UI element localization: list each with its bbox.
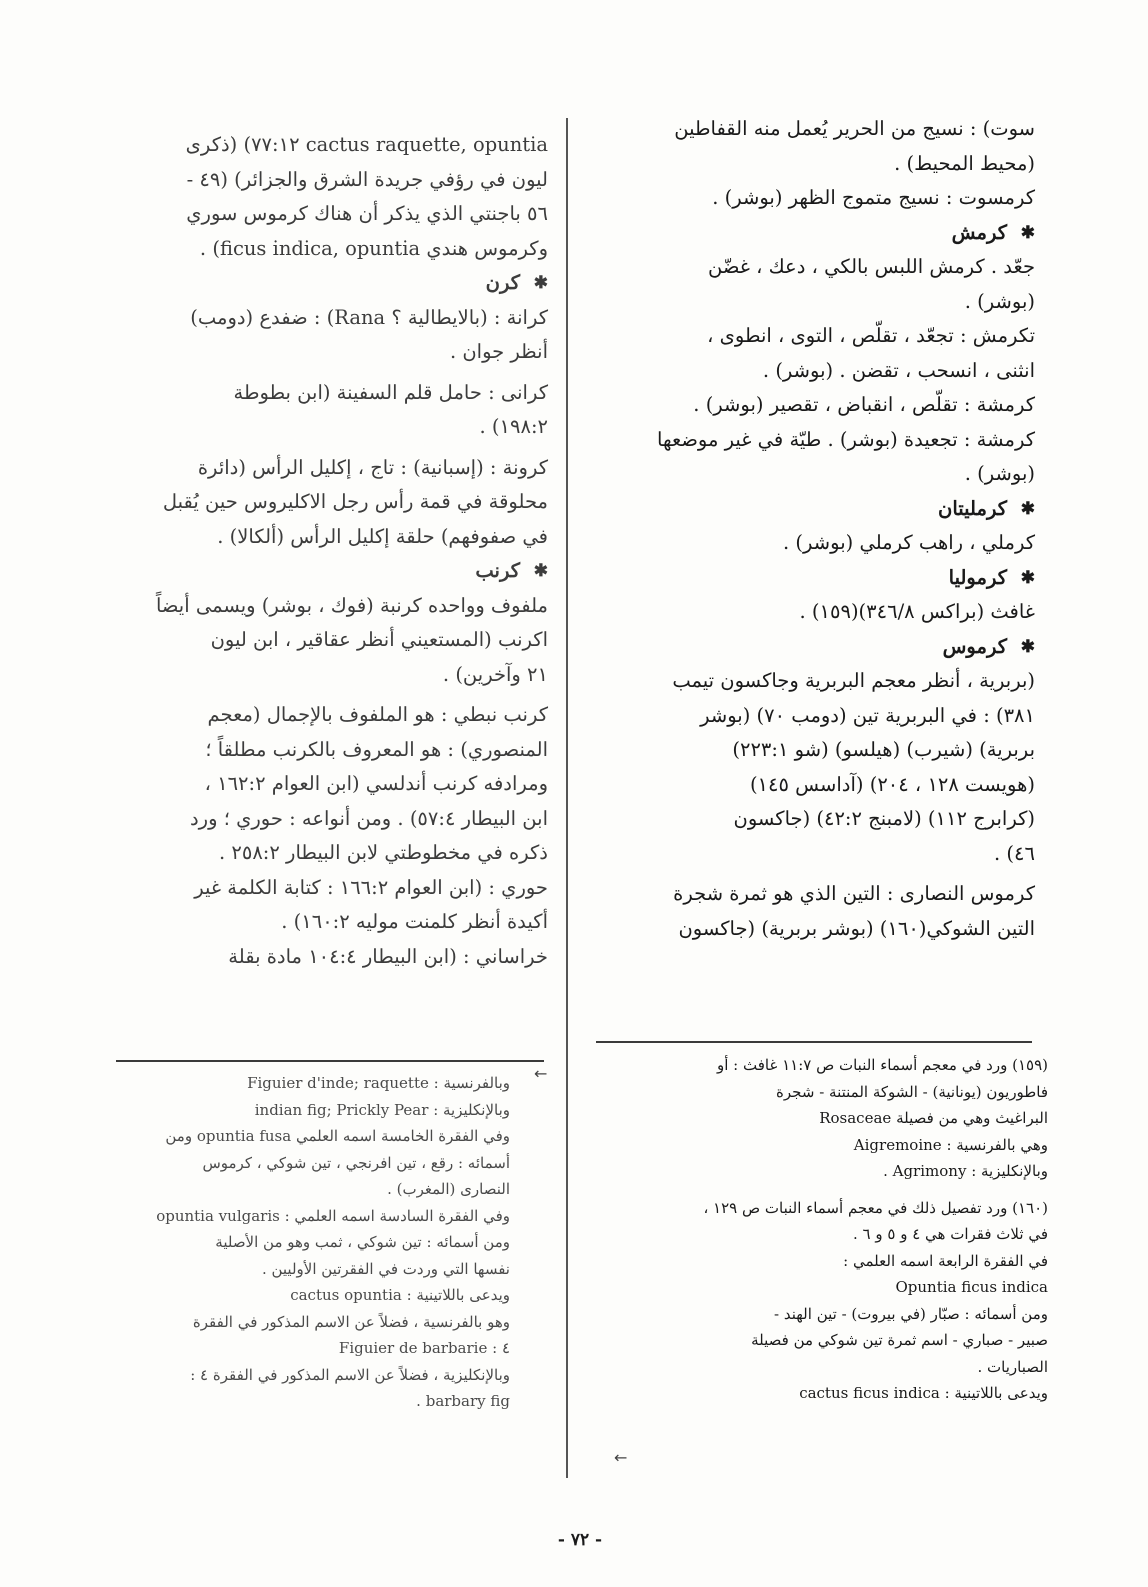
text-line xyxy=(600,1105,1048,1132)
line-text: (١٥٩) ورد في معجم أسماء النبات ص ١١:٧ غافث : أو xyxy=(716,1056,1048,1074)
text-line xyxy=(210,1176,510,1203)
text-line xyxy=(108,940,548,975)
line-text: ٥٦ باجنتي الذي يذكر أن هناك كرموس سوري xyxy=(186,202,548,225)
text-line xyxy=(210,1097,510,1124)
text-line xyxy=(590,595,1035,630)
text-line xyxy=(600,1079,1048,1106)
line-text: (بوشر) . xyxy=(964,462,1035,485)
line-text: البراغيث وهي من فصيلة Rosaceae xyxy=(819,1109,1048,1127)
line-text: حوري : (ابن العوام ١٦٦:٢ : كتابة الكلمة غير xyxy=(194,875,548,899)
entry-headword xyxy=(590,216,1035,251)
text-line xyxy=(108,335,548,370)
line-text: وبالإنكليزية : indian fig; Prickly Pear xyxy=(254,1100,510,1119)
line-text: cactus raquette, opuntia ٧٧:١٢) (ذكرى xyxy=(185,133,548,156)
text-line xyxy=(108,623,548,658)
text-line xyxy=(210,1070,510,1097)
text-line xyxy=(108,451,548,486)
footnotes-left-column xyxy=(156,1070,510,1415)
text-line xyxy=(590,768,1035,803)
line-text: غافث (براكس ٣٤٦/٨)(١٥٩) . xyxy=(799,600,1035,623)
text-line xyxy=(590,423,1035,458)
line-text: وبالإنكليزية ، فضلاً عن الاسم المذكور في الفقرة ٤ : xyxy=(190,1365,510,1384)
line-text: ويدعى باللاتينية : cactus opuntia xyxy=(290,1286,510,1304)
text-line xyxy=(590,181,1035,216)
text-line xyxy=(600,1380,1048,1407)
text-line xyxy=(210,1256,510,1283)
text-line xyxy=(590,112,1035,147)
line-text: ٢١ وآخرين) . xyxy=(442,662,548,686)
line-text: في الفقرة الرابعة اسمه العلمي : xyxy=(843,1251,1048,1270)
asterisk-icon: ✱ xyxy=(533,561,548,581)
line-text: كرانى : حامل قلم السفينة (ابن بطوطة xyxy=(233,380,548,404)
line-text: ٣٨١) : في البربرية تين (دومب ٧٠) (بوشر xyxy=(700,703,1035,727)
line-text: ومن أسمائه : تين شوكي ، ثمب وهو من الأصلية xyxy=(215,1233,510,1251)
text-line xyxy=(590,250,1035,285)
line-text: جعّد . كرمش اللبس بالكي ، دعك ، غضّن xyxy=(707,255,1035,278)
line-text: كرمليتان xyxy=(938,496,1007,520)
line-text: كرنب xyxy=(475,559,520,582)
line-text: ملفوف وواحده كرنبة (فوك ، بوشر) ويسمى أيضاً xyxy=(155,593,548,617)
line-text: محلوقة في قمة رأس رجل الاكليروس حين يُقبل xyxy=(162,490,548,513)
entry-headword xyxy=(108,266,548,301)
text-line xyxy=(108,698,548,733)
line-text: تكرمش : تجعّد ، تقلّص ، التوى ، انطوى ، xyxy=(707,324,1035,347)
line-text: كرملي ، راهب كرملي (بوشر) . xyxy=(783,531,1035,554)
line-text: كرانة : (بالايطالية ؟ Rana) : ضفدع (دومب) xyxy=(190,305,548,329)
line-text: التين الشوكي(١٦٠) (بوشر بربرية) (جاكسون xyxy=(678,916,1035,940)
line-text: اكرنب (المستعيني أنظر عقاقير ، ابن ليون xyxy=(210,628,548,651)
page-number: - ٧٢ - xyxy=(557,1530,603,1550)
line-text: (١٦٠) ورد تفصيل ذلك في معجم أسماء النبات ص ١٢٩ ، xyxy=(703,1198,1048,1217)
line-text: وبالفرنسية : Figuier d'inde; raquette xyxy=(247,1074,510,1092)
text-line xyxy=(108,905,548,940)
text-line xyxy=(590,664,1035,699)
text-line xyxy=(600,1327,1048,1354)
line-text: بربرية) (شيرب) (هيلسو) (شو ٢٢٣:١) xyxy=(732,738,1035,761)
text-line xyxy=(590,285,1035,320)
line-text: كرنب نبطي : هو الملفوف بالإجمال (معجم xyxy=(207,703,548,726)
line-text: (بوشر) . xyxy=(964,289,1035,313)
text-line xyxy=(600,1052,1048,1079)
line-text: ومرادفه كرنب أندلسي (ابن العوام ١٦٢:٢ ، xyxy=(204,772,548,795)
text-line xyxy=(108,128,548,163)
line-text: وفي الفقرة الخامسة اسمه العلمي opuntia fusa ومن xyxy=(165,1127,510,1145)
text-line xyxy=(156,1203,510,1230)
line-text: المنصوري) : هو المعروف بالكرنب مطلقاً ؛ xyxy=(205,737,548,761)
line-text: وهي بالفرنسية : Aigremoine xyxy=(853,1135,1048,1154)
line-text: (كرابرج ١١٢) (لامبنج ٤٢:٢) (جاكسون xyxy=(733,807,1035,830)
line-text: وهو بالفرنسية ، فضلاً عن الاسم المذكور في الفقرة xyxy=(192,1312,510,1331)
line-text: أسمائه : رقع ، تين افرنجي ، تين شوكي ، كرموس xyxy=(202,1153,510,1172)
text-line xyxy=(210,1282,510,1309)
text-line xyxy=(600,1274,1048,1301)
line-text: كرن xyxy=(485,271,520,294)
text-line xyxy=(108,485,548,520)
footnotes-right-column xyxy=(600,1052,1048,1407)
asterisk-icon: ✱ xyxy=(1020,567,1035,588)
line-text: كرموس xyxy=(942,634,1007,658)
asterisk-icon: ✱ xyxy=(1020,636,1035,657)
text-line xyxy=(108,871,548,906)
text-line xyxy=(108,520,548,555)
text-line xyxy=(600,1248,1048,1275)
text-line xyxy=(108,836,548,871)
asterisk-icon: ✱ xyxy=(1020,498,1035,519)
text-line xyxy=(590,319,1035,354)
line-text: (بربرية ، أنظر معجم البربرية وجاكسون تيمب xyxy=(672,669,1035,692)
text-line xyxy=(590,526,1035,561)
entry-headword xyxy=(590,561,1035,596)
text-line xyxy=(590,147,1035,182)
left-text-column xyxy=(108,128,548,974)
text-line xyxy=(108,733,548,768)
text-line xyxy=(590,388,1035,423)
continuation-arrow-icon: ← xyxy=(614,1448,628,1467)
line-text: كرمشة : تجعيدة (بوشر) . طيّة في غير موضعها xyxy=(657,427,1035,451)
line-text: barbary fig . xyxy=(416,1392,510,1410)
text-line xyxy=(165,1123,510,1150)
text-line xyxy=(600,1132,1048,1159)
line-text: وبالإنكليزية : Agrimony . xyxy=(883,1162,1048,1180)
text-line xyxy=(108,301,548,336)
line-text: نفسها التي وردت في الفقرتين الأوليين . xyxy=(261,1259,510,1278)
text-line xyxy=(210,1229,510,1256)
entry-headword xyxy=(108,554,548,589)
column-divider xyxy=(566,118,568,1478)
text-line xyxy=(590,457,1035,492)
line-text: في صفوفهم) حلقة إكليل الرأس (ألكالا) . xyxy=(217,524,548,548)
text-line xyxy=(600,1195,1048,1222)
line-text: أكيدة أنظر كلمنت موليه ١٦٠:٢) . xyxy=(281,910,548,933)
line-text: صبير - صباري - اسم ثمرة تين شوكي من فصيلة xyxy=(751,1331,1048,1349)
line-text: كرمسوت : نسيج متموج الظهر (بوشر) . xyxy=(712,186,1035,209)
asterisk-icon: ✱ xyxy=(533,273,548,293)
line-text: سوت) : نسيج من الحرير يُعمل منه القفاطين xyxy=(674,117,1035,140)
text-line xyxy=(590,877,1035,912)
text-line xyxy=(192,1309,510,1336)
line-text: وفي الفقرة السادسة اسمه العلمي : opuntia vulgaris xyxy=(156,1206,510,1225)
right-text-column xyxy=(590,112,1035,946)
text-line xyxy=(600,1354,1048,1381)
line-text: كرمشة : تقلّص ، انقباض ، تقصير (بوشر) . xyxy=(693,393,1035,416)
text-line xyxy=(108,376,548,411)
line-text: ١٩٨:٢) . xyxy=(479,415,548,438)
text-line xyxy=(108,197,548,232)
line-text: ٤٦) . xyxy=(994,841,1035,865)
line-text: ويدعى باللاتينية : cactus ficus indica xyxy=(799,1384,1048,1402)
footnote-separator-left xyxy=(116,1060,544,1062)
text-line xyxy=(108,589,548,624)
line-text: كرموليا xyxy=(948,565,1007,589)
line-text: فاطوريون (يونانية) - الشوكة المنتنة - شجرة xyxy=(776,1082,1048,1101)
line-text: ذكره في مخطوطتي لابن البيطار ٢٥٨:٢ . xyxy=(218,841,548,864)
line-text: كرموس النصارى : التين الذي هو ثمرة شجرة xyxy=(673,882,1035,905)
line-text: خراساني : (ابن البيطار ١٠٤:٤ مادة بقلة xyxy=(228,944,548,968)
text-line xyxy=(600,1221,1048,1248)
text-line xyxy=(108,410,548,445)
text-line xyxy=(210,1388,510,1415)
text-line xyxy=(108,232,548,267)
text-line xyxy=(590,837,1035,872)
entry-headword xyxy=(590,492,1035,527)
line-text: ٤ : Figuier de barbarie xyxy=(338,1339,510,1357)
text-line xyxy=(590,354,1035,389)
asterisk-icon: ✱ xyxy=(1020,222,1035,243)
line-text: (محيط المحيط) . xyxy=(894,151,1035,175)
line-text: الصباريات . xyxy=(977,1357,1048,1376)
line-text: Opuntia ficus indica xyxy=(895,1278,1048,1296)
line-text: وكرموس هندي ficus indica, opuntia) . xyxy=(199,236,548,260)
footnote-separator-right xyxy=(596,1041,1032,1043)
text-line xyxy=(108,767,548,802)
paragraph-gap xyxy=(600,1185,1048,1195)
line-text: (هويست ١٢٨ ، ٢٠٤) (آداسس ١٤٥) xyxy=(749,772,1035,796)
continuation-arrow-icon: ← xyxy=(534,1064,548,1083)
text-line xyxy=(108,163,548,198)
line-text: كرمش xyxy=(951,220,1007,244)
text-line xyxy=(190,1362,510,1389)
text-line xyxy=(590,802,1035,837)
text-line xyxy=(590,733,1035,768)
text-line xyxy=(202,1150,510,1177)
line-text: أنظر جوان . xyxy=(449,340,548,363)
text-line xyxy=(108,802,548,837)
text-line xyxy=(590,699,1035,734)
entry-headword xyxy=(590,630,1035,665)
line-text: النصارى (المغرب) . xyxy=(387,1180,510,1198)
line-text: في ثلاث فقرات هي ٤ و ٥ و ٦ . xyxy=(852,1225,1048,1243)
line-text: ليون في رؤفي جريدة الشرق والجزائر) (٤٩ - xyxy=(186,167,548,191)
line-text: انثنى ، انسحب ، تقضن . (بوشر) . xyxy=(762,358,1035,382)
line-text: ابن البيطار ٥٧:٤) . ومن أنواعه : حوري ؛ ورد xyxy=(190,806,548,830)
text-line xyxy=(210,1335,510,1362)
text-line xyxy=(600,1301,1048,1328)
line-text: كرونة : (إسبانية) : تاج ، إكليل الرأس (دائرة xyxy=(197,455,548,479)
line-text: ومن أسمائه : صبّار (في بيروت) - تين الهند - xyxy=(774,1304,1048,1323)
text-line xyxy=(600,1158,1048,1185)
text-line xyxy=(590,912,1035,947)
text-line xyxy=(108,658,548,693)
